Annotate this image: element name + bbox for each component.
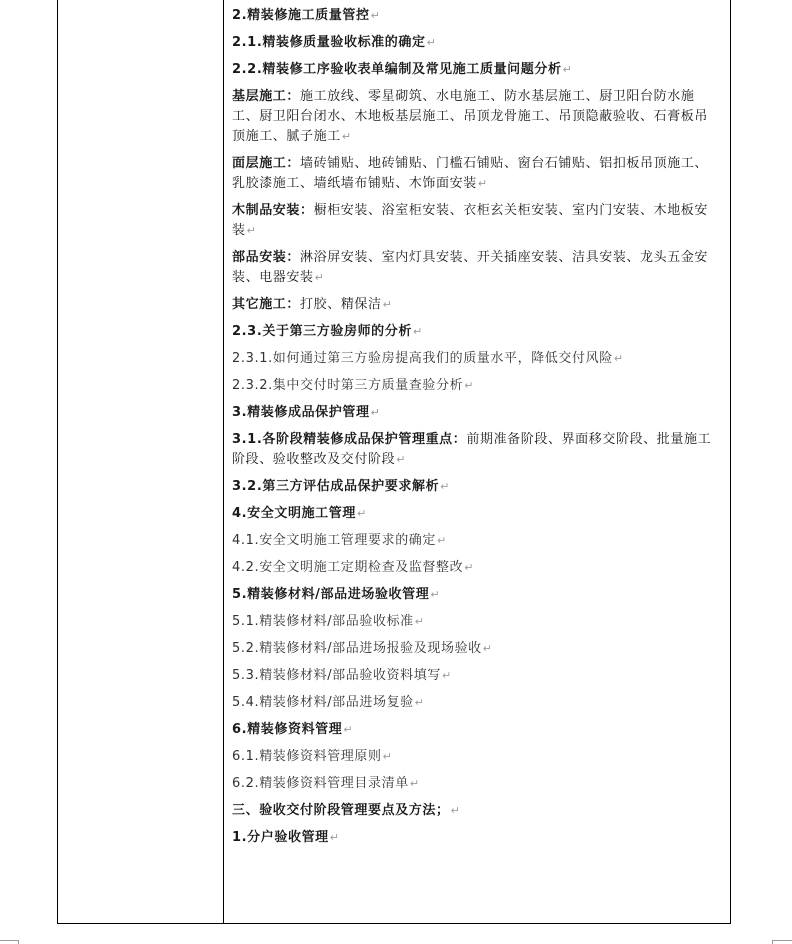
paragraph-mark-icon: ↵ [414,696,425,709]
paragraph[interactable] [232,349,718,369]
crop-mark-right [772,940,792,941]
paragraph-text: 2.精装修施工质量管控 [232,8,370,23]
paragraph-lead: 基层施工： [232,89,301,104]
paragraph-text: 2.3.关于第三方验房师的分析 [232,324,412,339]
paragraph-text: 施工放线、零星砌筑、水电施工、防水基层施工、厨卫阳台防水施工、厨卫阳台闭水、木地板基层施工、吊顶龙骨施工、吊顶隐蔽验收、石膏板吊顶施工、腻子施工 [232,89,709,144]
paragraph-text: 6.1.精装修资料管理原则 [232,749,382,764]
paragraph-lead: 部品安装： [232,250,301,265]
paragraph[interactable] [232,531,718,551]
paragraph-mark-icon: ↵ [464,379,475,392]
paragraph-text: 5.2.精装修材料/部品进场报验及现场验收 [232,641,482,656]
paragraph-mark-icon: ↵ [442,669,452,682]
paragraph-mark-icon: ↵ [396,453,407,466]
paragraph[interactable] [232,154,718,194]
paragraph-mark-icon: ↵ [430,588,441,601]
paragraph-mark-icon: ↵ [314,271,325,284]
paragraph-mark-icon: ↵ [412,325,423,338]
paragraph[interactable] [232,33,718,53]
paragraph-text: 3.精装修成品保护管理 [232,405,370,420]
paragraph-text: 前期准备阶段、界面移交阶段、批量施工阶段、验收整改及交付阶段 [232,432,712,467]
paragraph-text: 2.3.2.集中交付时第三方质量查验分析 [232,378,464,393]
paragraph-mark-icon: ↵ [440,480,450,493]
paragraph[interactable] [232,558,718,578]
paragraph-text: 2.2.精装修工序验收表单编制及常见施工质量问题分析 [232,62,562,77]
paragraph[interactable] [232,376,718,396]
paragraph-mark-icon: ↵ [477,177,488,190]
paragraph[interactable] [232,747,718,767]
paragraph[interactable] [232,322,718,342]
paragraph-text: 1.分户验收管理 [232,830,329,845]
paragraph-text: 5.精装修材料/部品进场验收管理 [232,587,430,602]
paragraph-text: 三、验收交付阶段管理要点及方法； [232,803,450,818]
crop-mark-right-tick [772,940,773,944]
paragraph-mark-icon: ↵ [382,750,393,763]
paragraph-mark-icon: ↵ [414,615,425,628]
paragraph-text: 5.3.精装修材料/部品验收资料填写 [232,668,441,683]
paragraph-mark-icon: ↵ [450,804,461,817]
paragraph[interactable] [232,60,718,80]
paragraph[interactable] [232,248,718,288]
paragraph[interactable] [232,477,718,497]
table-border-middle [223,0,224,924]
paragraph-text: 2.1.精装修质量验收标准的确定 [232,35,426,50]
paragraph-mark-icon: ↵ [464,561,475,574]
paragraph[interactable] [232,774,718,794]
paragraph-text: 橱柜安装、浴室柜安装、衣柜玄关柜安装、室内门安装、木地板安装 [232,203,709,238]
paragraph-text: 2.3.1.如何通过第三方验房提高我们的质量水平，降低交付风险 [232,351,613,366]
table-border-left [57,0,58,924]
paragraph-mark-icon: ↵ [343,723,354,736]
table-border-right [730,0,731,924]
paragraph[interactable] [232,87,718,147]
paragraph-mark-icon: ↵ [370,406,381,419]
paragraph-lead: 木制品安装： [232,203,314,218]
paragraph-mark-icon: ↵ [246,224,257,237]
paragraph[interactable] [232,801,718,821]
paragraph-lead: 面层施工： [232,156,301,171]
table-cell-content[interactable] [232,6,718,855]
paragraph-text: 墙砖铺贴、地砖铺贴、门槛石铺贴、窗台石铺贴、铝扣板吊顶施工、乳胶漆施工、墙纸墙布铺贴、木饰面安装 [232,156,709,191]
paragraph-mark-icon: ↵ [382,298,393,311]
paragraph-mark-icon: ↵ [329,831,340,844]
paragraph-mark-icon: ↵ [409,777,420,790]
paragraph-text: 3.2.第三方评估成品保护要求解析 [232,479,440,494]
paragraph-mark-icon: ↵ [370,9,381,22]
paragraph-mark-icon: ↵ [341,130,352,143]
paragraph-lead: 3.1.各阶段精装修成品保护管理重点： [232,432,467,447]
paragraph[interactable] [232,201,718,241]
paragraph-text: 6.精装修资料管理 [232,722,343,737]
paragraph[interactable] [232,6,718,26]
paragraph-lead: 其它施工： [232,297,301,312]
paragraph-mark-icon: ↵ [356,507,367,520]
paragraph-mark-icon: ↵ [426,36,437,49]
paragraph-text: 6.2.精装修资料管理目录清单 [232,776,409,791]
paragraph-text: 5.4.精装修材料/部品进场复验 [232,695,414,710]
paragraph-text: 4.2.安全文明施工定期检查及监督整改 [232,560,464,575]
paragraph[interactable] [232,504,718,524]
paragraph[interactable] [232,666,718,686]
table-border-bottom [57,923,731,924]
paragraph[interactable] [232,403,718,423]
paragraph-text: 打胶、精保洁 [300,297,382,312]
paragraph[interactable] [232,295,718,315]
paragraph-text: 5.1.精装修材料/部品验收标准 [232,614,414,629]
paragraph[interactable] [232,720,718,740]
paragraph-text: 4.1.安全文明施工管理要求的确定 [232,533,437,548]
paragraph[interactable] [232,430,718,470]
paragraph-text: 淋浴屏安装、室内灯具安装、开关插座安装、洁具安装、龙头五金安装、电器安装 [232,250,709,285]
crop-mark-left-tick [18,940,19,944]
paragraph[interactable] [232,612,718,632]
paragraph-mark-icon: ↵ [482,642,493,655]
paragraph[interactable] [232,828,718,848]
crop-mark-left [0,940,18,941]
paragraph-mark-icon: ↵ [613,352,624,365]
paragraph-mark-icon: ↵ [562,63,573,76]
paragraph-text: 4.安全文明施工管理 [232,506,356,521]
paragraph-mark-icon: ↵ [437,534,447,547]
paragraph[interactable] [232,585,718,605]
paragraph[interactable] [232,693,718,713]
paragraph[interactable] [232,639,718,659]
